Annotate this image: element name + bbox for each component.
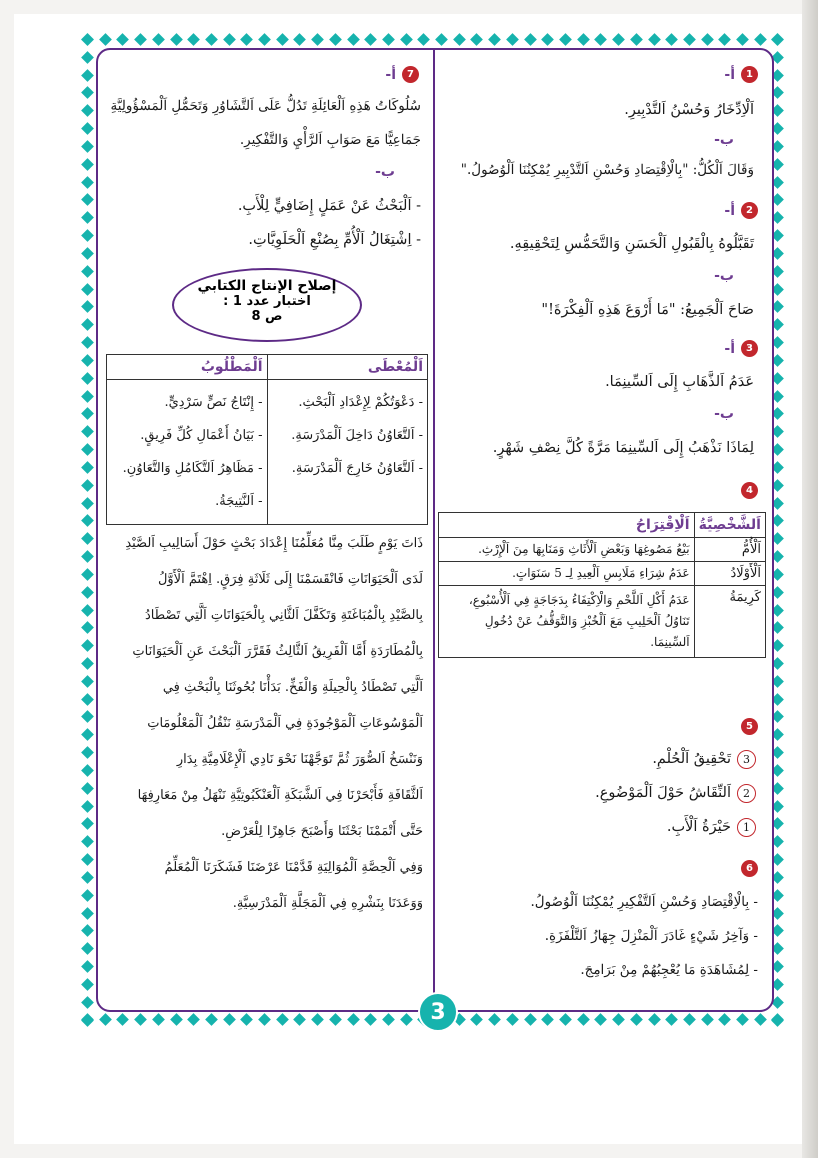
decorative-diamond [187,1013,200,1026]
decorative-diamond [134,33,147,46]
decorative-diamond [81,122,94,135]
decorative-diamond [506,33,519,46]
paragraph-line: بِالْمُطَارَدَةِ أَمَّا اَلْفَرِيقُ اَلثَّالِثُ فَقَرَّرَ اَلْبَحْثَ عَنِ اَلْحَيَوَانَاتِ [132,644,423,659]
decorative-diamond [81,247,94,260]
decorative-diamond [81,532,94,545]
decorative-diamond [311,1013,324,1026]
decorative-diamond [205,1013,218,1026]
decorative-diamond [81,960,94,973]
column-divider [433,50,435,1010]
decorative-diamond [117,33,130,46]
answers-column-left [102,50,429,1010]
decorative-diamond [170,33,183,46]
decorative-diamond [81,372,94,385]
paragraph-line: لَدَى اَلْحَيَوَانَاتِ فَانْقَسَمْنَا إِلَى ثَلَاثَةِ فِرَقٍ. اِهْتَمَّ اَلْأَوَّلُ [157,572,423,587]
decorative-diamond [81,782,94,795]
decorative-diamond [99,1013,112,1026]
decorative-diamond [754,1013,767,1026]
page-edge-shadow [802,0,818,1158]
decorative-diamond [152,1013,165,1026]
decorative-diamond [382,1013,395,1026]
decorative-diamond [81,925,94,938]
q6-item: - بِالْاِقْتِصَادِ وَحُسْنِ اَلتَّفْكِيرِ يُمْكِنُنَا اَلْوُصُولُ. [530,894,758,910]
decorative-diamond [81,408,94,421]
decorative-diamond [718,1013,731,1026]
decorative-diamond [81,425,94,438]
decorative-diamond [223,1013,236,1026]
q2-b-answer: صَاحَ اَلْجَمِيعُ: "مَا أَرْوَعَ هَذِهِ اَلْفِكْرَةَ!" [541,302,754,318]
q7-b-line: - اِشْتِغَالُ اَلْأُمِّ بِصُنْعِ اَلْحَلَوِيَّاتِ. [248,232,421,248]
decorative-diamond [258,1013,271,1026]
q3-a-answer: عَدَمُ اَلذَّهَابِ إِلَى اَلسِّينِمَا. [605,374,754,390]
given-cell: - دَعْوَتُكُمْ لِإِعْدَادِ اَلْبَحْثِ. - اَلتَّعَاوُنُ دَاخِلَ اَلْمَدْرَسَةِ. - اَلتَّعَاوُنُ خَارِجَ اَلْمَدْرَسَةِ. [267,380,428,525]
decorative-diamond [81,800,94,813]
q5-item: 2اَلنِّقَاشُ حَوْلَ اَلْمَوْضُوعِ. [595,784,756,803]
decorative-diamond [577,1013,590,1026]
decorative-diamond [595,1013,608,1026]
decorative-diamond [81,354,94,367]
q4-label: 4 [741,482,758,499]
decorative-diamond [81,211,94,224]
decorative-diamond [400,1013,413,1026]
paragraph-line: ذَاتَ يَوْمٍ طَلَبَ مِنَّا مُعَلِّمُنَا إِعْدَادَ بَحْثٍ حَوْلَ أَسَالِيبِ اَلصَّيْدِ [125,536,423,551]
decorative-diamond [117,1013,130,1026]
decorative-diamond [81,336,94,349]
q7-a-line: جَمَاعِيًّا مَعَ صَوَابِ اَلرَّأْيِ وَالتَّفْكِيرِ. [239,132,421,148]
decorative-diamond [81,51,94,64]
decorative-diamond [683,33,696,46]
decorative-diamond [364,33,377,46]
paragraph-line: اَلَّتِي تَصْطَادُ بِالْحِيلَةِ وَالْفَخِّ. بَدَأْنَا بُحُوثَنَا بِالْبَحْثِ فِي [162,680,423,695]
decorative-diamond [81,693,94,706]
decorative-diamond [81,818,94,831]
decorative-diamond [612,33,625,46]
decorative-diamond [541,33,554,46]
q7-b-label: ب- [375,164,395,180]
decorative-diamond [559,33,572,46]
q1-b-label: ب- [714,132,734,148]
decorative-diamond [81,265,94,278]
paragraph-line: اَلْمَوْسُوعَاتِ اَلْمَوْجُودَةِ فِي اَلْمَدْرَسَةِ نَنْقُلُ اَلْمَعْلُومَاتِ [147,716,423,731]
decorative-diamond [81,586,94,599]
decorative-diamond [612,1013,625,1026]
decorative-diamond [81,33,94,46]
decorative-diamond [559,1013,572,1026]
decorative-border-left [82,34,94,1026]
decorative-diamond [81,443,94,456]
decorative-diamond [488,33,501,46]
paragraph-line: وَفِي اَلْحِصَّةِ اَلْمُوَالِيَةِ قَدَّمْنَا عَرْضَنَا فَشَكَرَنَا اَلْمُعَلِّمُ [164,860,423,875]
q5-label: 5 [741,718,758,735]
content-frame [96,48,774,1012]
writing-analysis-table [106,354,428,525]
q7-b-line: - اَلْبَحْثُ عَنْ عَمَلٍ إِضَافِيٍّ لِلْأَبِ. [237,198,421,214]
decorative-diamond [81,907,94,920]
decorative-diamond [81,158,94,171]
decorative-diamond [81,657,94,670]
decorative-diamond [81,835,94,848]
decorative-diamond [240,1013,253,1026]
paragraph-line: وَنَنْسَخُ اَلصُّوَرَ ثُمَّ تَوَجَّهْنَا نَحْوَ نَادِي اَلْإِعْلَامِيَّةِ بِدَارِ [176,752,423,767]
q5-item: 3تَحْقِيقُ اَلْحُلْمِ. [652,750,756,769]
q7-label: 7 أ- [385,66,419,83]
q1-number-badge: 1 [741,66,758,83]
decorative-diamond [736,33,749,46]
q1-b-answer: وَقَالَ اَلْكُلُّ: "بِالْاِقْتِصَادِ وَحُسْنِ اَلتَّدْبِيرِ يُمْكِنُنَا اَلْوُصُولُ." [460,162,754,178]
decorative-diamond [453,33,466,46]
decorative-diamond [771,1014,784,1027]
decorative-diamond [134,1013,147,1026]
decorative-diamond [81,604,94,617]
decorative-diamond [81,711,94,724]
decorative-diamond [364,1013,377,1026]
decorative-diamond [471,33,484,46]
decorative-diamond [152,33,165,46]
decorative-diamond [524,1013,537,1026]
q6-item: - وَآخِرُ شَيْءٍ غَادَرَ اَلْمَنْزِلَ جِهَازُ اَلتَّلْفَزَةِ. [544,928,758,944]
decorative-diamond [99,33,112,46]
q2-a-answer: تَقَبَّلُوهُ بِالْقَبُولِ اَلْحَسَنِ وَالتَّحَمُّسِ لِتَحْقِيقِهِ. [509,236,754,252]
decorative-diamond [311,33,324,46]
answers-column-right [438,50,768,1010]
q2-label: 2 أ- [724,202,758,219]
decorative-diamond [187,33,200,46]
decorative-diamond [81,942,94,955]
header-required: اَلْمَطْلُوبُ [107,355,268,380]
decorative-diamond [329,1013,342,1026]
decorative-diamond [294,33,307,46]
decorative-diamond [665,1013,678,1026]
decorative-diamond [81,194,94,207]
decorative-diamond [648,1013,661,1026]
decorative-diamond [223,33,236,46]
decorative-diamond [81,318,94,331]
decorative-diamond [81,764,94,777]
decorative-diamond [81,996,94,1009]
header-given: اَلْمُعْطَى [267,355,428,380]
required-cell: - إِنْتَاجُ نَصٍّ سَرْدِيٍّ. - بَيَانُ أَعْمَالِ كُلِّ فَرِيقٍ. - مَظَاهِرُ اَلتَّكَامُلِ وَالتَّعَاوُنِ. - اَلنَّتِيجَةُ. [107,380,268,525]
decorative-diamond [240,33,253,46]
decorative-diamond [258,33,271,46]
decorative-border-top [82,34,784,46]
decorative-diamond [595,33,608,46]
paragraph-line: حَتَّى أَتْمَمْنَا بَحْثَنَا وَأَصْبَحَ جَاهِزًا لِلْعَرْضِ. [221,824,423,839]
decorative-diamond [81,621,94,634]
page-number-badge: 3 [418,992,458,1032]
paragraph-line: وَوَعَدَنَا بِنَشْرِهِ فِي اَلْمَجَلَّةِ اَلْمَدْرَسِيَّةِ. [232,896,423,911]
q4-table [438,512,766,658]
decorative-diamond [648,33,661,46]
decorative-diamond [701,1013,714,1026]
decorative-diamond [400,33,413,46]
decorative-diamond [506,1013,519,1026]
decorative-diamond [294,1013,307,1026]
decorative-diamond [81,746,94,759]
q3-b-label: ب- [714,406,734,422]
decorative-diamond [524,33,537,46]
q3-label: 3 أ- [724,340,758,357]
decorative-diamond [81,87,94,100]
table-row: اَلْأُمُّ بَيْعُ مَصُوغِهَا وَبَعْضِ اَلْأَثَاثِ وَمَنَابِهَا مِنَ اَلْإِرْثِ. [439,538,766,562]
decorative-diamond [630,33,643,46]
decorative-diamond [701,33,714,46]
decorative-diamond [81,728,94,741]
decorative-diamond [81,568,94,581]
q6-label: 6 [741,860,758,877]
decorative-diamond [471,1013,484,1026]
decorative-diamond [170,1013,183,1026]
decorative-diamond [205,33,218,46]
q1-label: 1 أ- [724,66,758,83]
section-title: إصلاح الإنتاج الكتابي [197,278,337,294]
q5-item: 1حَيْرَةُ اَلْأَبِ. [667,818,756,837]
table-row: اَلْأَوْلَادُ عَدَمُ شِرَاءِ مَلَابِسِ اَلْعِيدِ لِـ 5 سَنَوَاتٍ. [439,562,766,586]
decorative-diamond [630,1013,643,1026]
decorative-diamond [81,889,94,902]
q6-item: - لِمُشَاهَدَةِ مَا يُعْجِبُهُمْ مِنْ بَرَامِجَ. [580,962,758,978]
decorative-diamond [329,33,342,46]
decorative-diamond [81,104,94,117]
decorative-diamond [347,1013,360,1026]
decorative-diamond [81,550,94,563]
q4-header-proposal: اَلْاِقْتِرَاحُ [439,513,695,538]
decorative-diamond [81,390,94,403]
decorative-diamond [81,978,94,991]
decorative-diamond [81,497,94,510]
test-number: اختبار عدد 1 : [223,294,311,309]
decorative-diamond [435,33,448,46]
decorative-diamond [417,33,430,46]
paragraph-line: اَلثَّقَافَةِ فَأَبْحَرْنَا فِي اَلشَّبَكَةِ اَلْعَنْكَبُوتِيَّةِ نَنْهَلُ مِنْ مَعَارِفِهَا [137,788,423,803]
decorative-diamond [81,283,94,296]
paragraph-line: بِالصَّيْدِ بِالْمُبَاغَتَةِ وَتَكَفَّلَ اَلثَّانِي بِالْحَيَوَانَاتِ اَلَّتِي تَصْطَادُ [144,608,423,623]
table-row: كَرِيمَةُ عَدَمُ أَكْلِ اَللَّحْمِ وَالْاِكْتِفَاءُ بِدَجَاجَةٍ فِي اَلْأُسْبُوعِ، تَنَاوُلُ اَلْحَلِيبِ مَعَ اَلْخُبْزِ وَالتَّوَقُّفُ عَنْ دُخُولِ اَلسِّينِمَا. [439,586,766,658]
decorative-diamond [81,461,94,474]
decorative-diamond [665,33,678,46]
decorative-diamond [81,479,94,492]
section-title-oval [172,268,362,342]
decorative-diamond [81,675,94,688]
decorative-diamond [81,853,94,866]
decorative-diamond [577,33,590,46]
decorative-diamond [276,33,289,46]
q1-a-answer: اَلْاِدِّخَارُ وَحُسْنُ اَلتَّدْبِيرِ. [624,102,754,118]
decorative-diamond [488,1013,501,1026]
decorative-diamond [347,33,360,46]
page-reference: ص 8 [251,309,283,324]
q3-b-answer: لِمَاذَا نَذْهَبُ إِلَى اَلسِّينِمَا مَرَّةً كُلَّ نِصْفِ شَهْرٍ. [492,440,754,456]
q4-header-person: اَلشَّخْصِيَّةُ [694,513,765,538]
q7-a-line: سُلُوكَاتُ هَذِهِ اَلْعَائِلَةِ تَدُلُّ عَلَى اَلتَّشَاوُرِ وَتَحَمُّلِ اَلْمَسْؤُولِيَّةِ [110,98,421,114]
decorative-diamond [81,639,94,652]
decorative-diamond [276,1013,289,1026]
decorative-diamond [718,33,731,46]
decorative-diamond [81,229,94,242]
q2-b-label: ب- [714,268,734,284]
decorative-diamond [81,871,94,884]
decorative-diamond [81,514,94,527]
decorative-diamond [541,1013,554,1026]
decorative-diamond [81,301,94,314]
decorative-diamond [81,140,94,153]
decorative-diamond [382,33,395,46]
decorative-diamond [81,1014,94,1027]
decorative-diamond [81,69,94,82]
decorative-diamond [754,33,767,46]
decorative-diamond [736,1013,749,1026]
decorative-diamond [771,33,784,46]
decorative-diamond [683,1013,696,1026]
decorative-diamond [81,176,94,189]
